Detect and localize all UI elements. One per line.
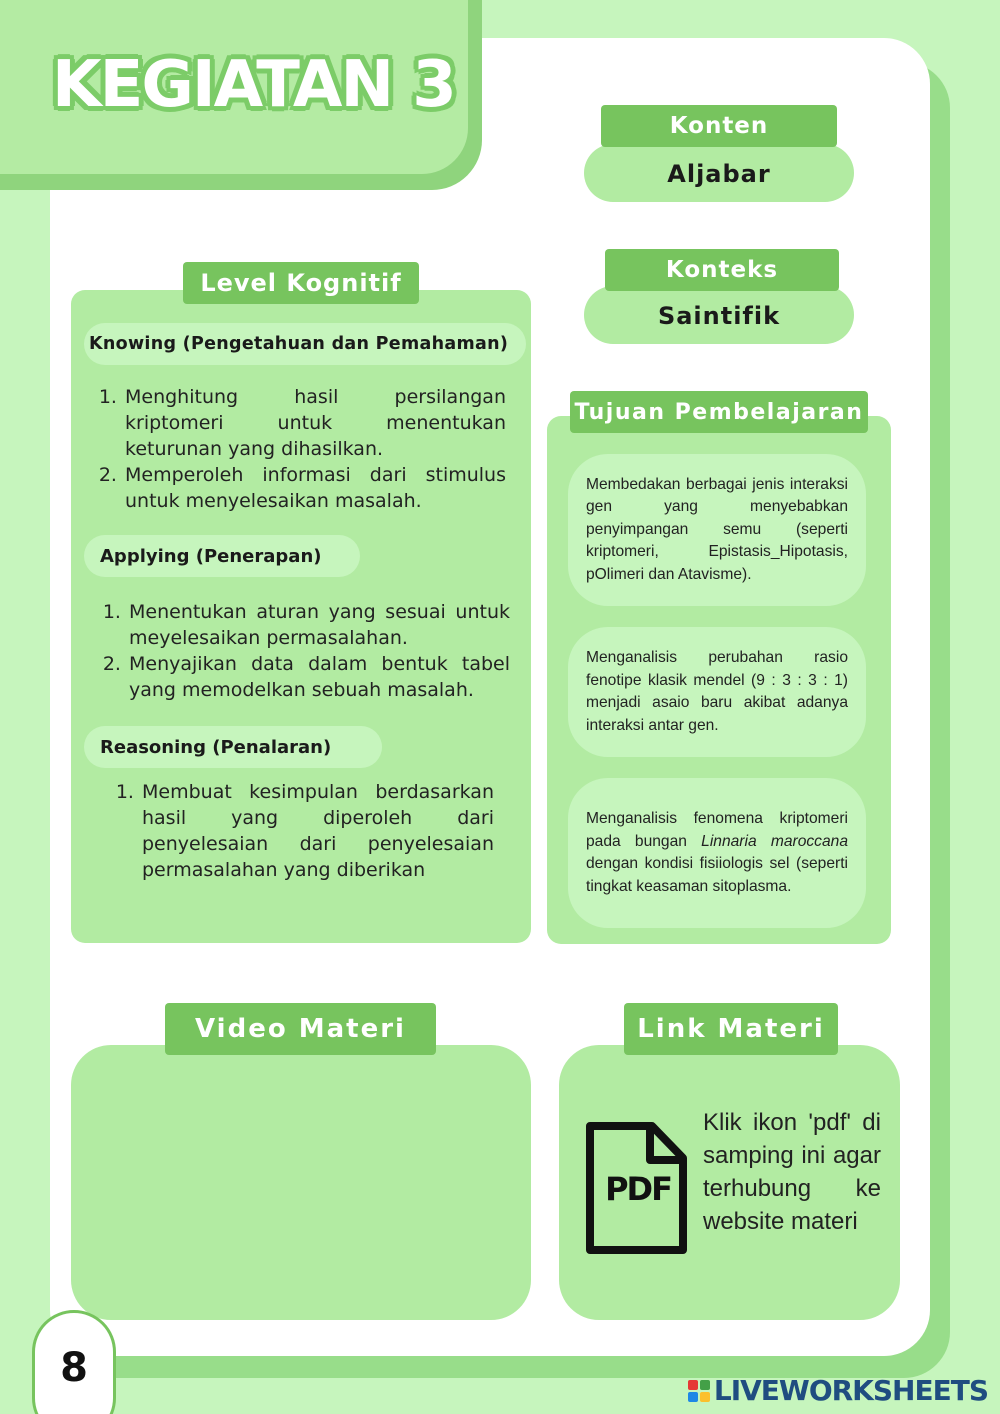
tujuan-item-text: Menganalisis fenomena kriptomeri pada bungan Linnaria maroccana dengan kondisi fisiiologis sel (seperti tingkat keasaman sitoplasma. <box>586 810 848 895</box>
liveworksheets-wordmark: LIVEWORKSHEETS <box>713 1374 988 1407</box>
konten-label: Konten <box>601 105 837 147</box>
konten-value-text: Aljabar <box>667 160 771 188</box>
title-tab <box>0 0 482 190</box>
link-instruction: Klik ikon 'pdf' di samping ini agar terhubung ke website materi <box>703 1109 881 1235</box>
knowing-heading: Knowing (Pengetahuan dan Pemahaman) <box>84 323 526 365</box>
konten-value <box>584 144 854 202</box>
reasoning-item: 1. Membuat kesimpulan berdasarkan hasil yang diperoleh dari penyelesaian dari penyelesaian permasalahan yang diberikan <box>140 779 494 883</box>
konteks-value <box>584 286 854 344</box>
pdf-icon-label: PDF <box>605 1170 671 1208</box>
tujuan-item <box>568 778 866 928</box>
logo-square-e <box>700 1392 710 1402</box>
logo-square-i <box>700 1380 710 1390</box>
konteks-value-text: Saintifik <box>657 302 781 330</box>
page-number-text: 8 <box>60 1345 88 1391</box>
pdf-icon[interactable] <box>582 1120 690 1258</box>
tujuan-label: Tujuan Pembelajaran <box>570 391 868 433</box>
level-kognitif-label: Level Kognitif <box>183 262 419 304</box>
knowing-list <box>101 384 506 514</box>
link-label: Link Materi <box>624 1003 838 1055</box>
reasoning-heading: Reasoning (Penalaran) <box>84 726 382 768</box>
species-name: Linnaria maroccana <box>701 832 848 850</box>
applying-list <box>105 599 510 703</box>
video-box[interactable] <box>71 1045 531 1320</box>
konteks-label: Konteks <box>605 249 839 291</box>
logo-square-l <box>688 1380 698 1390</box>
page-title: KEGIATAN 3 <box>52 48 455 122</box>
reasoning-list <box>118 779 494 883</box>
tujuan-item-text: Menganalisis perubahan rasio fenotipe klasik mendel (9 : 3 : 3 : 1) menjadi asaio baru akibat adanya interaksi antar gen. <box>586 649 848 734</box>
tujuan-item <box>568 627 866 757</box>
tujuan-item-text: Membedakan berbagai jenis interaksi gen yang menyebabkan penyimpangan semu (seperti kriptomeri, Epistasis_Hipotasis, pOlimeri dan Atavisme). <box>586 475 848 583</box>
logo-square-v <box>688 1392 698 1402</box>
knowing-item: 2. Memperoleh informasi dari stimulus untuk menyelesaikan masalah. <box>123 462 506 514</box>
page-number <box>32 1310 116 1414</box>
applying-item: 1. Menentukan aturan yang sesuai untuk meyelesaikan permasalahan. <box>127 599 510 651</box>
liveworksheets-logo <box>688 1374 988 1407</box>
video-label: Video Materi <box>165 1003 436 1055</box>
tujuan-item <box>568 454 866 606</box>
liveworksheets-logo-icon <box>688 1380 710 1402</box>
applying-heading: Applying (Penerapan) <box>84 535 360 577</box>
applying-item: 2. Menyajikan data dalam bentuk tabel yang memodelkan sebuah masalah. <box>127 651 510 703</box>
knowing-item: 1. Menghitung hasil persilangan kriptomeri untuk menentukan keturunan yang dihasilkan. <box>123 384 506 462</box>
